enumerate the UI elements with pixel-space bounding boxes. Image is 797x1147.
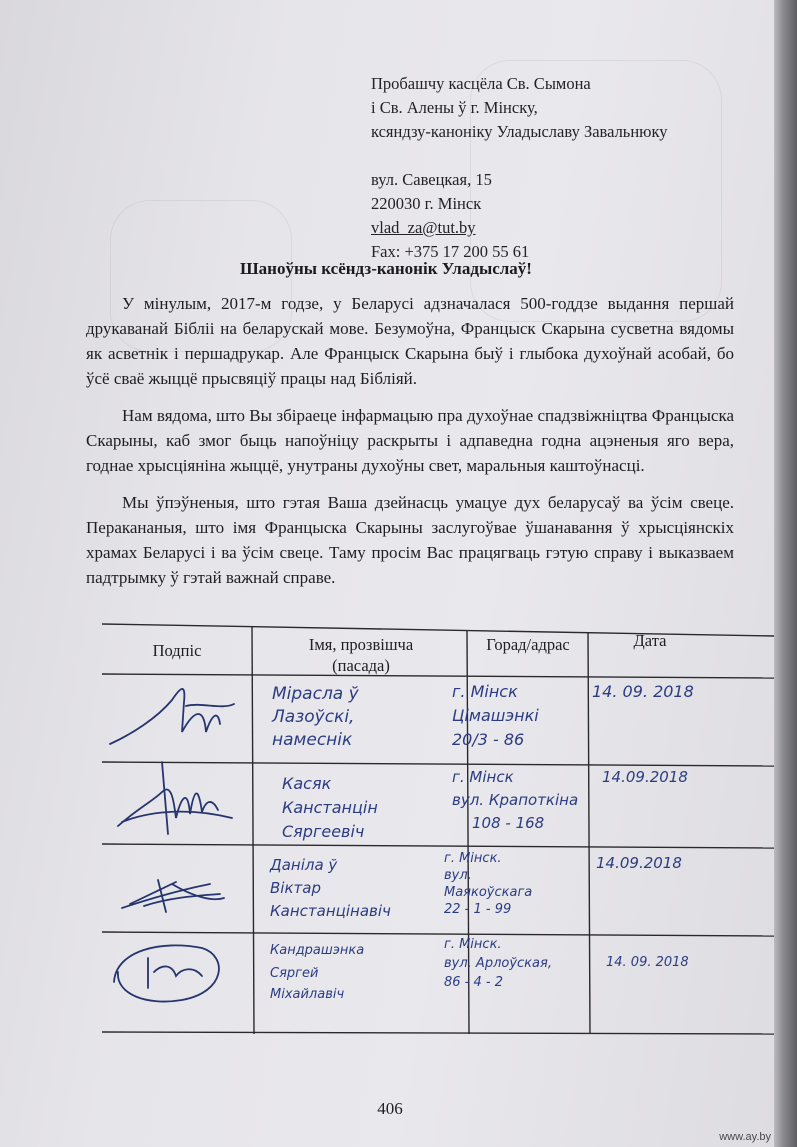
address-handwritten: г. Мінск вул. Крапоткіна 108 - 168 <box>452 768 579 832</box>
signature-mark <box>122 880 224 912</box>
date-handwritten: 14. 09. 2018 <box>592 682 694 701</box>
header-name: Імя, прозвішча (пасада) <box>308 635 414 675</box>
header-address: Горад/адрас <box>486 635 570 654</box>
name-handwritten: Даніла ў Віктар Канстанцінавіч <box>270 856 391 920</box>
addressee-block <box>371 72 751 264</box>
addressee-line: Пробашчу касцёла Св. Сымона <box>371 74 591 93</box>
letter-body <box>86 291 734 602</box>
signature-table <box>102 614 774 1054</box>
address-handwritten: г. Мінск Цімашэнкі 20/3 - 86 <box>452 682 539 749</box>
page-number: 406 <box>377 1099 403 1118</box>
header-signature: Подпіс <box>152 641 202 660</box>
date-handwritten: 14.09.2018 <box>596 854 682 872</box>
date-handwritten: 14.09.2018 <box>602 768 688 786</box>
body-paragraph: У мінулым, 2017-м годзе, у Беларусі адзначалася 500-годдзе выдання першай друкаванай Бібліі на беларускай мове. Безумоўна, Францыск Скарына сусветна вядомы як асветнік і першадрукар. Але Францыск Скарына быў і глыбока духоўнай асобай, бо ўсё сваё жыццё прысвяціў працы над Бібліяй. <box>86 294 734 388</box>
addressee-line: і Св. Алены ў г. Мінску, <box>371 98 538 117</box>
address-handwritten: г. Мінск. вул. Маякоўскага 22 - 1 - 99 <box>444 851 533 917</box>
body-paragraph: Нам вядома, што Вы збіраеце інфармацыю пра духоўнае спадзвіжніцтва Францыска Скарыны, каб змог быць напоўніцу раскрыты і адпаведна годна ацэненыя яго вера, годнае хрысціяніна жыццё, унутраны духоўны свет, маральныя каштоўнасці. <box>86 406 734 475</box>
street-address: вул. Савецкая, 15 <box>371 170 492 189</box>
letter-greeting: Шаноўны ксёндз-канонік Уладыслаў! <box>240 259 532 278</box>
header-date: Дата <box>633 631 667 650</box>
signature-mark <box>114 945 219 1001</box>
fax-number: Fax: +375 17 200 55 61 <box>371 242 530 261</box>
book-spine-edge <box>774 0 797 1147</box>
email-link[interactable]: vlad_za@tut.by <box>371 218 476 237</box>
signature-mark <box>110 689 234 744</box>
date-handwritten: 14. 09. 2018 <box>606 955 689 970</box>
body-paragraph: Мы ўпэўненыя, што гэтая Ваша дзейнасць умацуе дух беларусаў ва ўсім свеце. Перакананыя, што імя Францыска Скарыны заслугоўвае ўшанавання ў хрысціянскіх храмах Беларусі і ва ўсім свеце. Таму просім Вас працягваць гэтую справу і выказваем падтрымку ў гэтай важнай справе. <box>86 493 734 587</box>
city-postcode: 220030 г. Мінск <box>371 194 482 213</box>
watermark: www.ay.by <box>719 1131 771 1143</box>
name-handwritten: Касяк Канстанцін Сяргеевіч <box>282 774 378 841</box>
table-grid <box>102 614 774 1054</box>
name-handwritten: Мірасла ў Лазоўскі, намеснік <box>272 684 359 750</box>
signature-mark <box>118 762 232 834</box>
address-handwritten: г. Мінск. вул. Арлоўская, 86 - 4 - 2 <box>444 937 552 990</box>
name-handwritten: Кандрашэнка Сяргей Міхайлавіч <box>270 943 365 1002</box>
addressee-line: ксяндзу-каноніку Уладыславу Завальнюку <box>371 122 668 141</box>
